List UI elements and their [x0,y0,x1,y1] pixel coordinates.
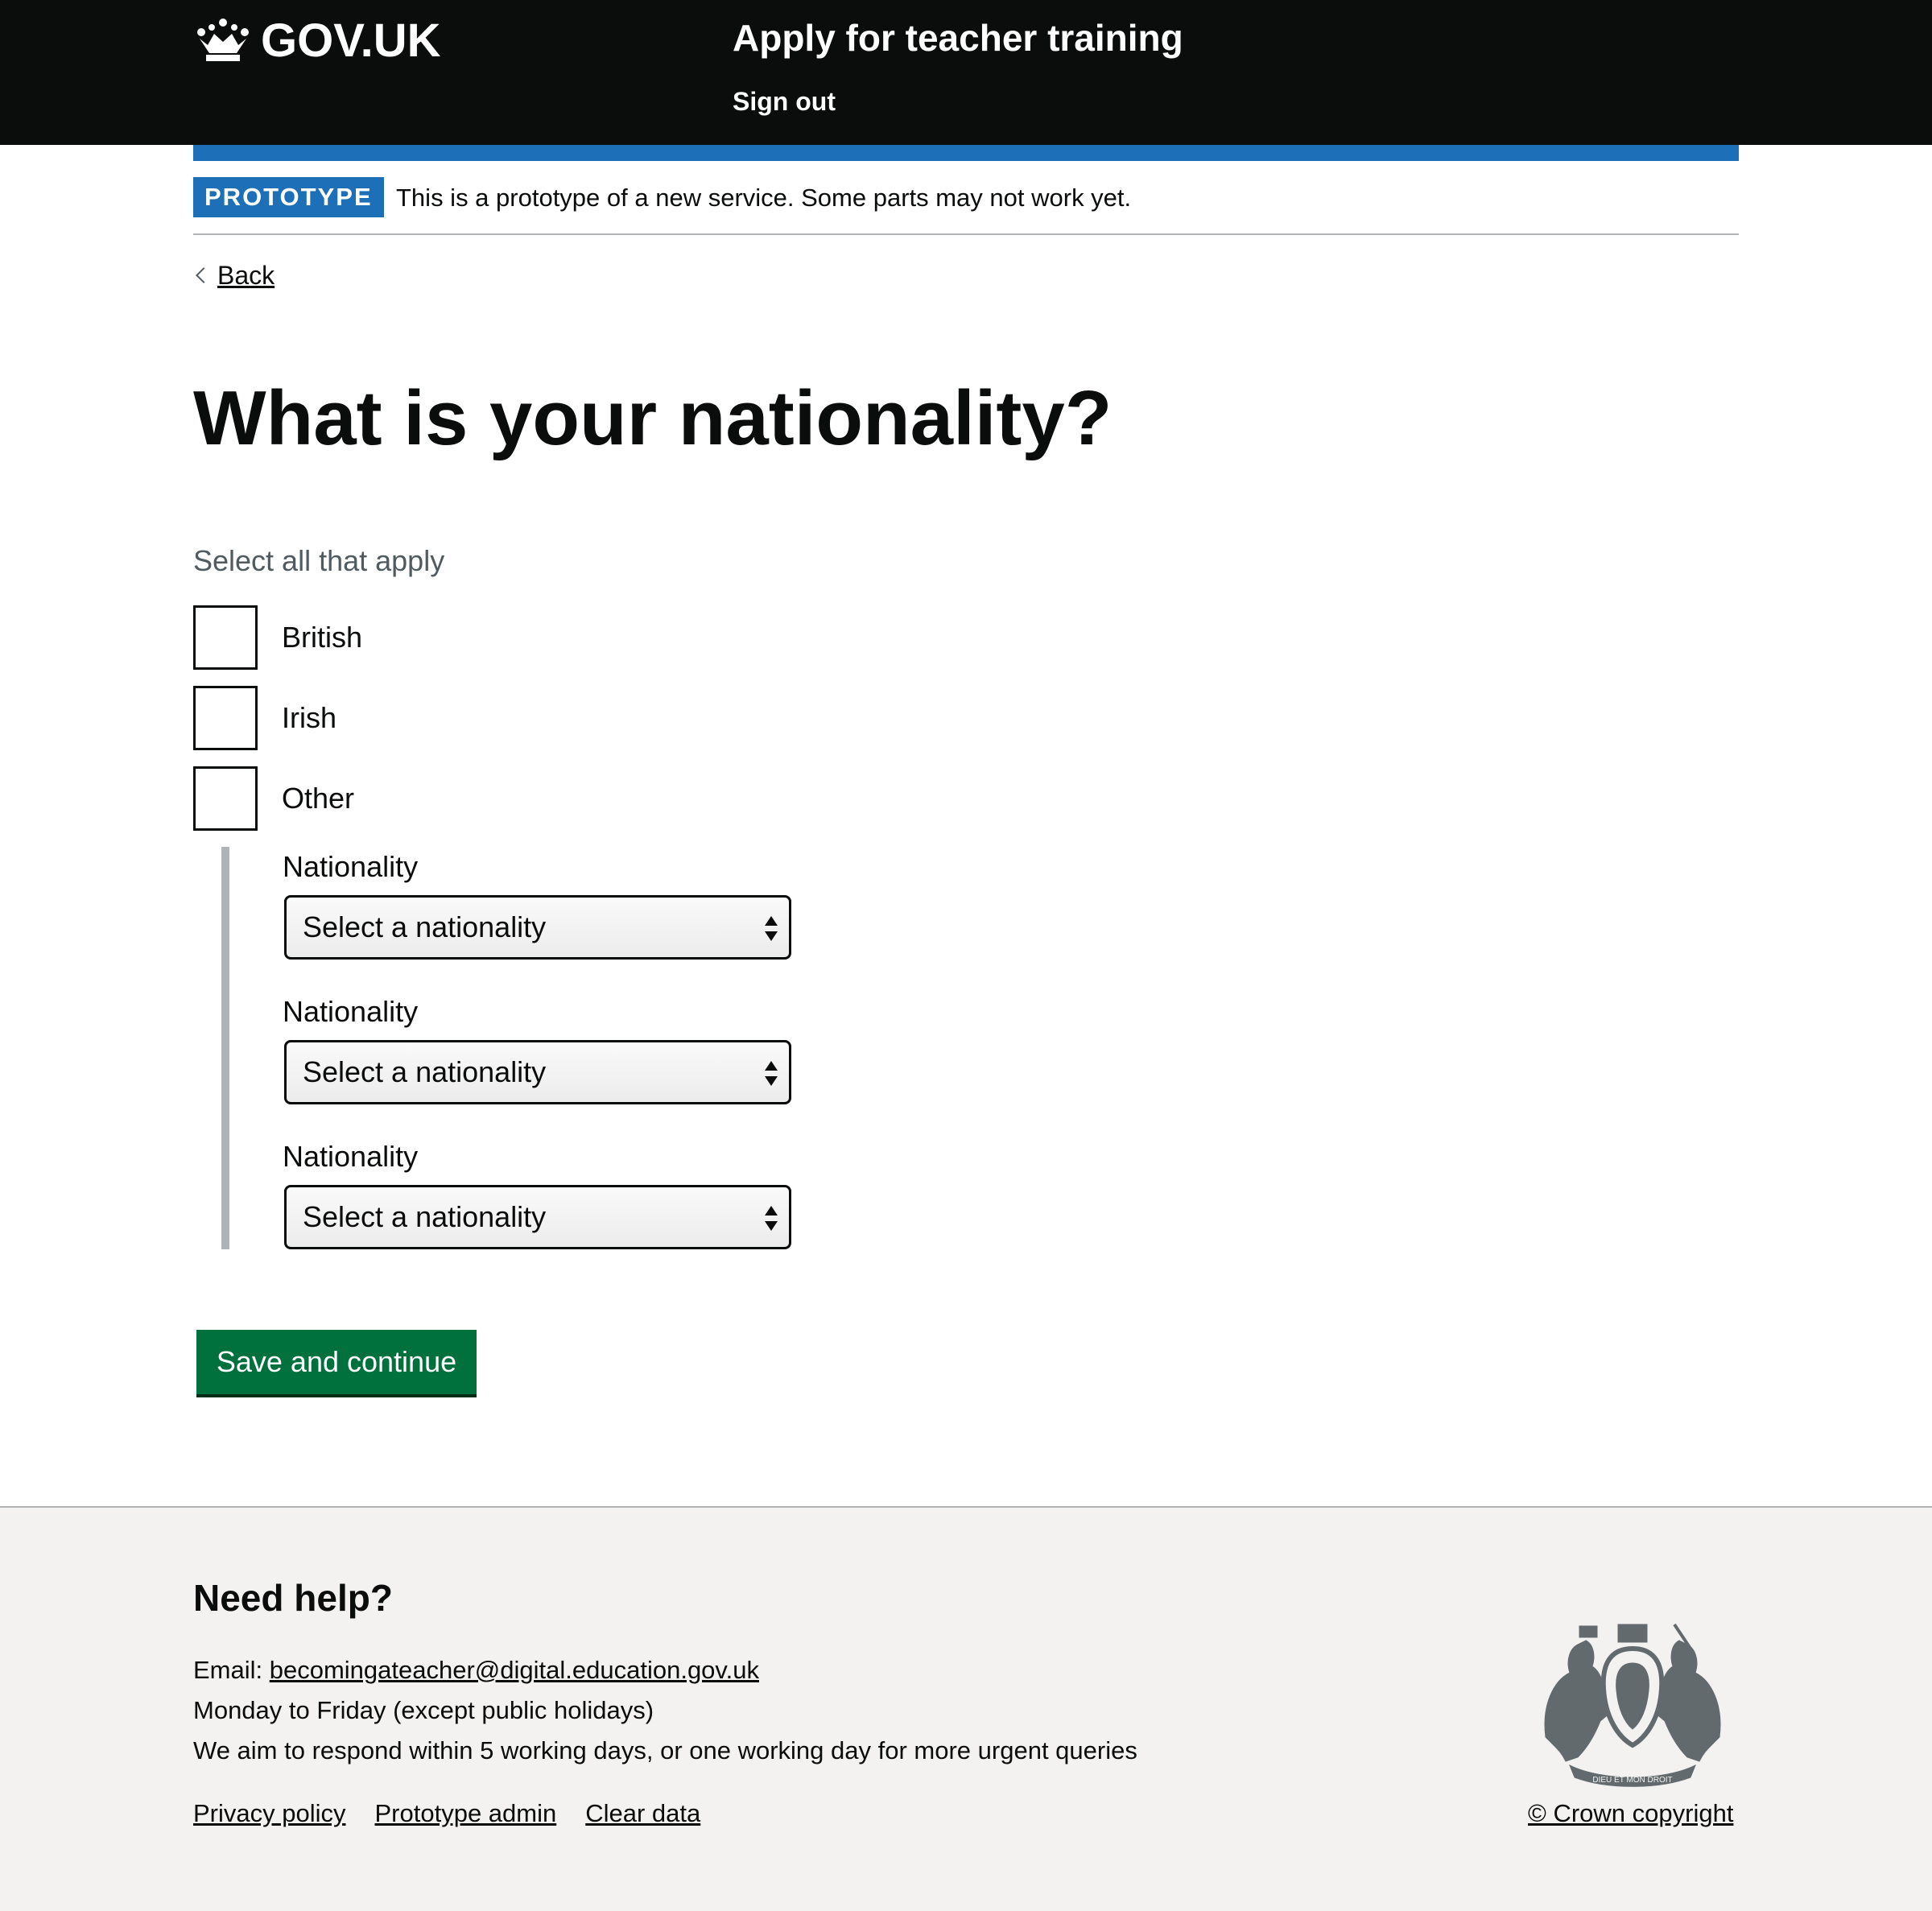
govuk-logo-link[interactable] [193,14,440,66]
crest-motto: DIEU ET MON DROIT [1592,1776,1673,1785]
logo-text: GOV.UK [261,14,441,67]
conditional-reveal-border [221,847,229,1249]
save-and-continue-button[interactable]: Save and continue [196,1330,477,1394]
nationality-select-1[interactable] [284,895,791,960]
chevron-left-icon [196,267,212,283]
help-response-time: We aim to respond within 5 working days, or one working day for more urgent queries [193,1736,1137,1764]
select-value: Select a nationality [303,1200,547,1233]
site-footer [0,1506,1932,1911]
sign-out-link[interactable]: Sign out [733,87,836,116]
nationality-label: Nationality [283,995,419,1028]
checkbox-input[interactable] [193,686,258,750]
phase-banner [193,161,1739,235]
checkbox-input[interactable] [193,766,258,831]
page-title: What is your nationality? [193,375,1113,461]
crown-copyright-link[interactable]: © Crown copyright [1528,1799,1734,1827]
nationality-select-2[interactable] [284,1040,791,1104]
email-prefix: Email: [193,1656,270,1684]
checkbox-british[interactable] [193,605,362,670]
help-title: Need help? [193,1577,393,1619]
clear-data-link[interactable]: Clear data [585,1799,701,1827]
select-value: Select a nationality [303,910,547,943]
checkbox-other[interactable] [193,766,354,831]
crown-icon [193,18,253,63]
nationality-select-3[interactable] [284,1185,791,1249]
header-blue-bar [193,145,1739,161]
select-arrows-icon [763,1203,779,1236]
phase-tag: PROTOTYPE [193,177,384,217]
help-email-line [193,1653,759,1688]
select-arrows-icon [763,914,779,946]
checkbox-irish[interactable] [193,686,336,750]
hint-text: Select all that apply [193,544,445,577]
checkbox-label[interactable]: Irish [282,701,337,734]
select-value: Select a nationality [303,1055,547,1088]
service-name-link[interactable]: Apply for teacher training [733,17,1183,59]
site-header [0,0,1932,145]
nationality-label: Nationality [283,1140,419,1173]
nationality-label: Nationality [283,850,419,883]
back-link[interactable]: Back [217,261,275,290]
email-link[interactable]: becomingateacher@digital.education.gov.uk [269,1656,759,1684]
select-arrows-icon [763,1059,779,1091]
royal-coat-of-arms-icon [1530,1616,1736,1789]
phase-banner-text: This is a prototype of a new service. Some parts may not work yet. [396,184,1132,212]
help-hours: Monday to Friday (except public holidays) [193,1696,654,1724]
checkbox-label[interactable]: British [282,621,363,654]
back-link-container [193,258,275,293]
footer-links [193,1796,700,1831]
prototype-admin-link[interactable]: Prototype admin [374,1799,557,1827]
privacy-policy-link[interactable]: Privacy policy [193,1799,346,1827]
checkbox-label[interactable]: Other [282,782,355,815]
checkbox-input[interactable] [193,605,258,670]
